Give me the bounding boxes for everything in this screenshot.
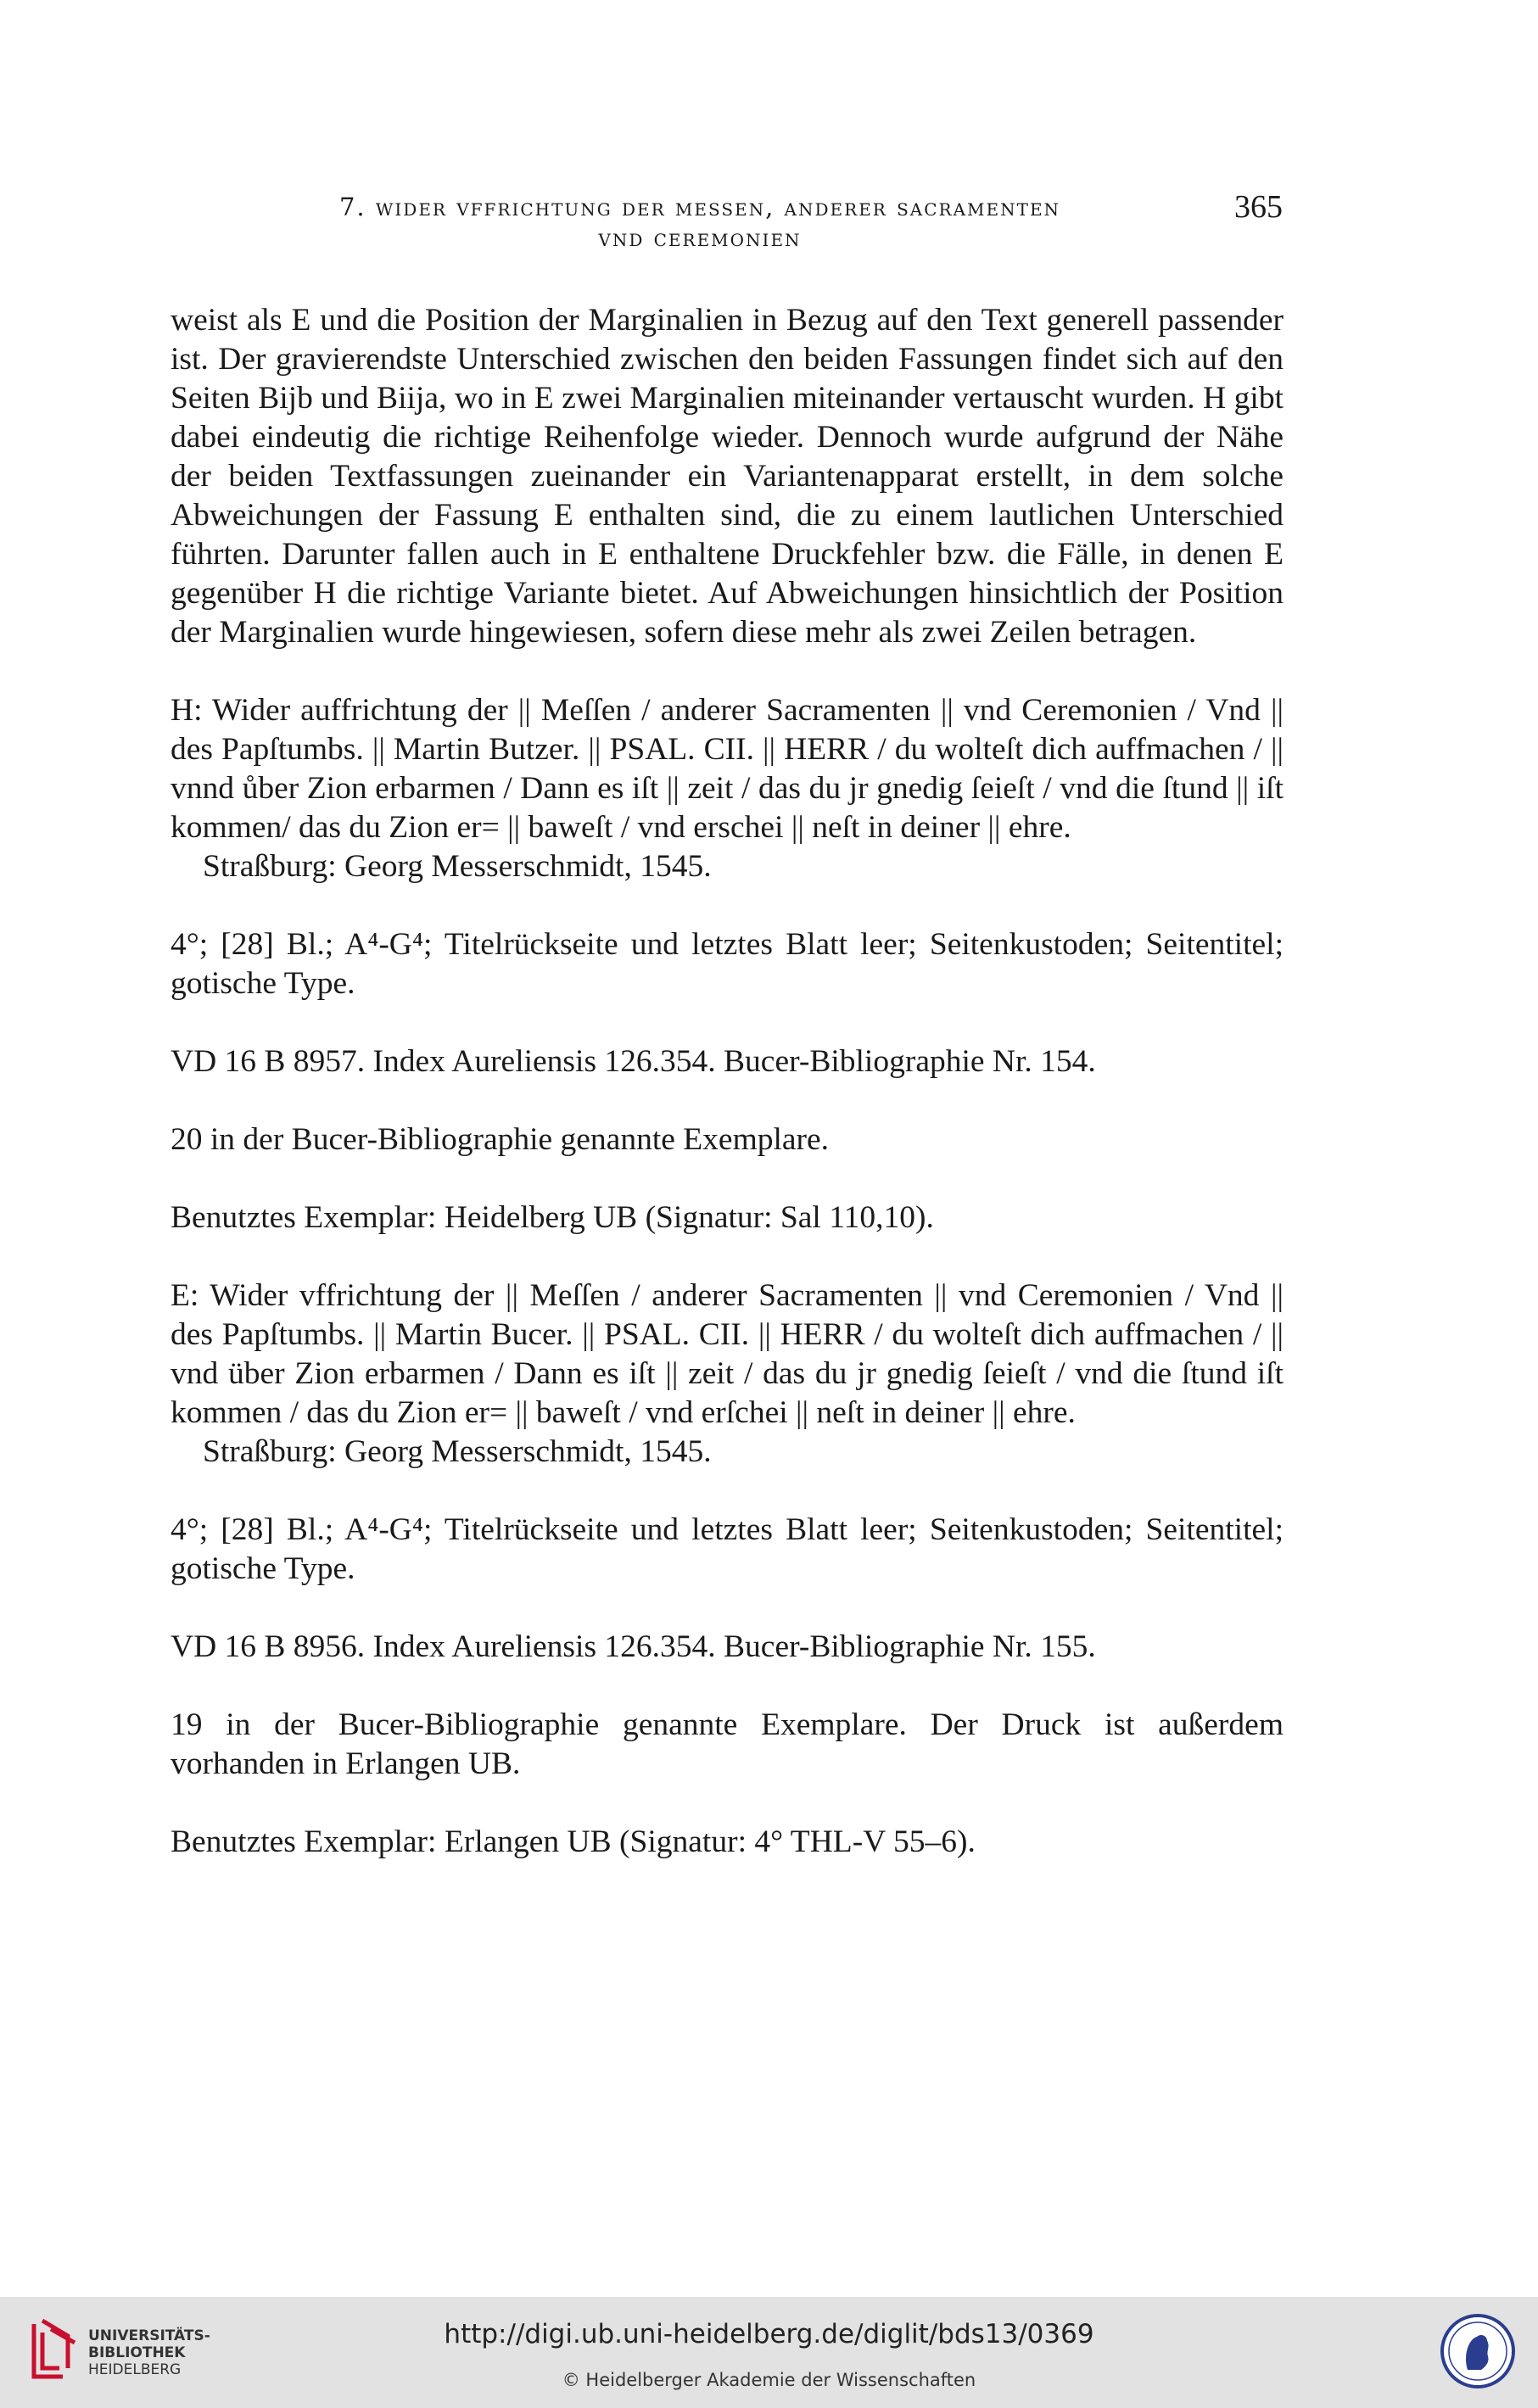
running-title-line1: 7. wider vffrichtung der messen, anderer sacramenten [338, 193, 1061, 221]
e-format: 4°; [28] Bl.; A⁴-G⁴; Titelrückseite und letztes Blatt leer; Seitenkustoden; Seitentitel; gotische Type. [171, 1512, 1284, 1586]
e-references: VD 16 B 8956. Index Aureliensis 126.354. Bucer-Bibliographie Nr. 155. [171, 1629, 1096, 1664]
footer-bar [0, 2297, 1538, 2408]
permalink-url[interactable]: http://digi.ub.uni-heidelberg.de/diglit/bds13/0369 [444, 2319, 1094, 2349]
library-name-line1: UNIVERSITÄTS- [88, 2327, 210, 2344]
academy-seal-icon[interactable] [1439, 2312, 1517, 2390]
h-references: VD 16 B 8957. Index Aureliensis 126.354. Bucer-Bibliographie Nr. 154. [171, 1044, 1096, 1079]
h-title-description: H: Wider auffrichtung der || Meſſen / anderer Sacramenten || vnd Ceremonien / Vnd || des Papſtumbs. || Martin Butzer. || PSAL. CII. || HERR / du wolteſt dich auffmachen / || vnnd ůber Zion erbarmen / Dann es iſt || zeit / das du jr gnedig ſeieſt / vnd die ſtund || iſt kommen/ das du Zion er= || baweſt / vnd erschei || neſt in deiner || ehre. [171, 693, 1284, 845]
library-name-line2: BIBLIOTHEK [88, 2344, 186, 2361]
e-title-description: E: Wider vffrichtung der || Meſſen / anderer Sacramenten || vnd Ceremonien / Vnd || des Papſtumbs. || Martin Bucer. || PSAL. CII. || HERR / du wolteſt dich auffmachen / || vnd über Zion erbarmen / Dann es iſt || zeit / das du jr gnedig ſeieſt / vnd die ſtund iſt kommen / das du Zion er= || baweſt / vnd erſchei || neſt in deiner || ehre. [171, 1278, 1284, 1430]
copyright-notice: © Heidelberger Akademie der Wissenschaften [562, 2370, 976, 2390]
body-text [171, 301, 1284, 1901]
h-format: 4°; [28] Bl.; A⁴-G⁴; Titelrückseite und letztes Blatt leer; Seitenkustoden; Seitentitel; gotische Type. [171, 927, 1284, 1001]
e-used-copy: Benutztes Exemplar: Erlangen UB (Signatur: 4° THL-V 55–6). [171, 1824, 976, 1859]
h-copies: 20 in der Bucer-Bibliographie genannte Exemplare. [171, 1122, 830, 1157]
h-imprint: Straßburg: Georg Messerschmidt, 1545. [203, 849, 712, 884]
e-imprint: Straßburg: Georg Messerschmidt, 1545. [203, 1434, 712, 1469]
h-used-copy: Benutztes Exemplar: Heidelberg UB (Signatur: Sal 110,10). [171, 1200, 934, 1235]
intro-paragraph: weist als E und die Position der Marginalien in Bezug auf den Text generell passender ist. Der gravierendste Unterschied zwischen den beiden Fassungen findet sich auf den Seiten Bijb und Biija, wo in E zwei Marginalien miteinander vertauscht wurden. H gibt dabei eindeutig die richtige Reihenfolge wieder. Dennoch wurde aufgrund der Nähe der beiden Textfassungen zueinander ein Variantenapparat erstellt, in dem solche Abweichungen der Fassung E enthalten sind, die zu einem lautlichen Unterschied führten. Darunter fallen auch in E enthaltene Druckfehler bzw. die Fälle, in denen E gegenüber H die richtige Variante bietet. Auf Abweichungen hinsichtlich der Position der Marginalien wurde hingewiesen, sofern diese mehr als zwei Zeilen betragen. [171, 303, 1284, 650]
library-name-line3: HEIDELBERG [88, 2361, 182, 2378]
e-copies: 19 in der Bucer-Bibliographie genannte Exemplare. Der Druck ist außerdem vorhanden in Erlangen UB. [171, 1707, 1284, 1781]
running-head [254, 192, 1145, 253]
page-number: 365 [1234, 189, 1283, 225]
running-title-line2: vnd ceremonien [598, 223, 802, 252]
